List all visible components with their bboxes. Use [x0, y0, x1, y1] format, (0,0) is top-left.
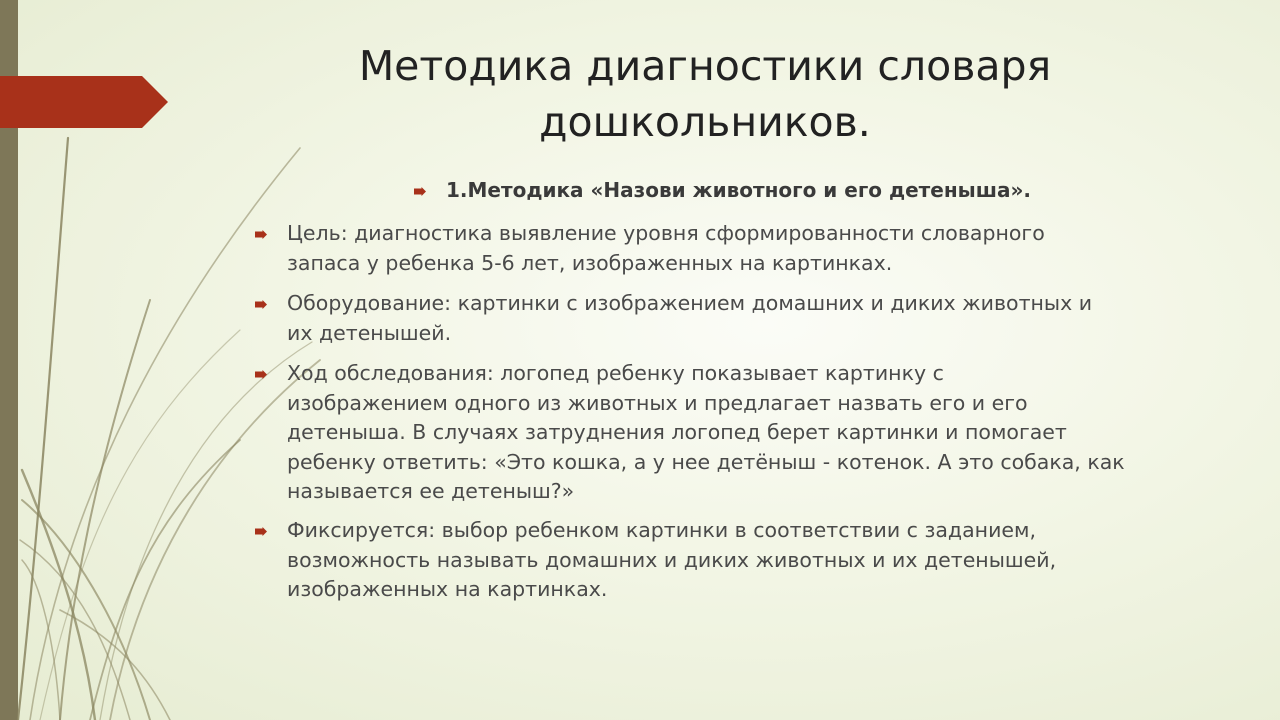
title-line-2: дошкольников. [539, 98, 871, 146]
bullet-procedure-line: Ход обследования: логопед ребенку показывает картинку с [287, 361, 944, 385]
arrow-bullet-icon [255, 230, 267, 239]
arrow-bullet-icon [414, 187, 426, 196]
bullet-recording-line: Фиксируется: выбор ребенком картинки в соответствии с заданием, [287, 518, 1036, 542]
arrow-bullet-icon [255, 300, 267, 309]
subheading: 1.Методика «Назови животного и его детеныша». [446, 178, 1031, 202]
bullet-recording [287, 516, 1217, 605]
bullet-procedure-line: детеныша. В случаях затруднения логопед берет картинки и помогает [287, 420, 1067, 444]
bullet-equipment [287, 289, 1217, 348]
bullet-procedure-line: изображением одного из животных и предлагает назвать его и его [287, 390, 1028, 415]
bullet-procedure-line: ребенку ответить: «Это кошка, а у нее детёныш - котенок. А это собака, как [287, 449, 1125, 474]
bullet-goal [287, 219, 1217, 278]
title-line-1: Методика диагностики словаря [358, 42, 1052, 90]
bullet-procedure [287, 359, 1217, 507]
bullet-equipment-line: Оборудование: картинки с изображением домашних и диких животных и [287, 291, 1093, 315]
arrow-bullet-icon [255, 527, 267, 536]
slide-title [300, 38, 1110, 150]
bullet-goal-line: запаса у ребенка 5-6 лет, изображенных на картинках. [287, 250, 893, 275]
bullet-procedure-line: называется ее детеныш?» [287, 479, 575, 503]
red-arrow-flag [0, 76, 168, 128]
bullet-recording-line: изображенных на картинках. [287, 577, 608, 601]
bullet-goal-line: Цель: диагностика выявление уровня сформированности словарного [287, 221, 1045, 245]
bullet-recording-line: возможность называть домашних и диких животных и их детенышей, [287, 547, 1057, 572]
arrow-bullet-icon [255, 370, 267, 379]
bullet-equipment-line: их детенышей. [287, 320, 452, 345]
